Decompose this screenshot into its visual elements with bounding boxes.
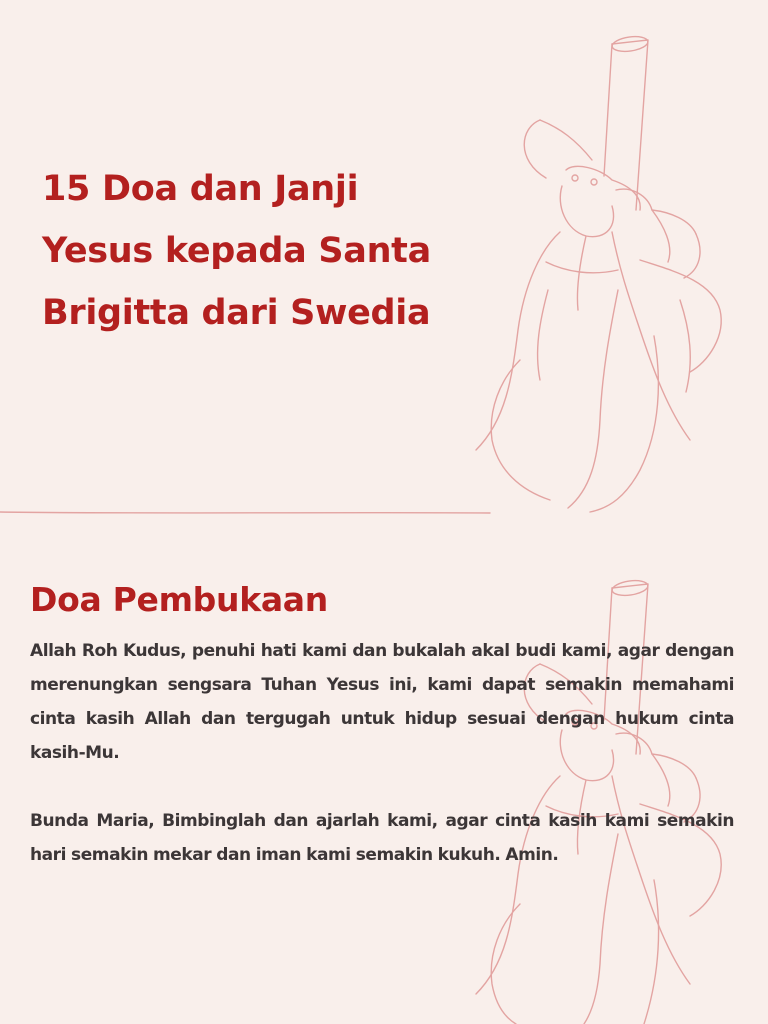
prayer-paragraph: Allah Roh Kudus, penuhi hati kami dan bukalah akal budi kami, agar dengan merenungkan sengsara Tuhan Yesus ini, kami dapat semakin memahami cinta kasih Allah dan tergugah untuk hidup sesuai dengan hukum cinta kasih-Mu.: [30, 641, 734, 763]
prayer-paragraph: Bunda Maria, Bimbinglah dan ajarlah kami, agar cinta kasih kami semakin hari semakin mekar dan iman kami semakin kukuh. Amin.: [30, 811, 734, 865]
prayer-page: [0, 512, 768, 1024]
prayer-body: [30, 634, 734, 872]
cover-title: 15 Doa dan Janji Yesus kepada Santa Brigitta dari Swedia: [42, 169, 431, 333]
section-title: Doa Pembukaan: [30, 580, 328, 619]
